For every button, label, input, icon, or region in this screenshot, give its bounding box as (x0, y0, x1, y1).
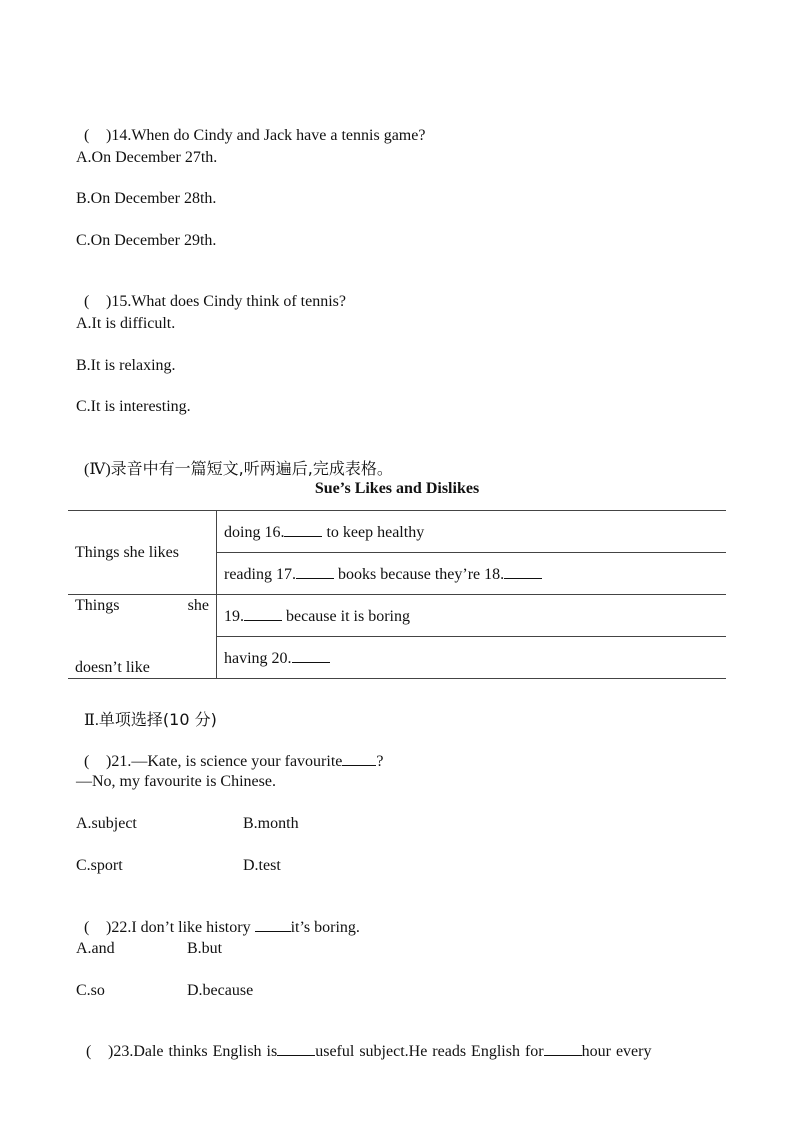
option-c: C.sport (76, 857, 123, 874)
option-c: C.On December 29th. (76, 232, 217, 249)
question-text: )21.—Kate, is science your favourite (106, 753, 343, 770)
table-cell (217, 511, 727, 553)
answer-paren: ( (84, 293, 90, 310)
label-word: she (187, 596, 209, 614)
table-cell (217, 637, 727, 679)
answer-blank[interactable] (277, 1041, 315, 1056)
reply-line: —No, my favourite is Chinese. (76, 773, 276, 790)
answer-blank-19[interactable] (244, 606, 282, 621)
option-b: B.but (187, 940, 223, 957)
question-14 (76, 106, 425, 146)
answer-paren: ( (84, 127, 90, 144)
option-c: C.It is interesting. (76, 398, 191, 415)
question-21 (76, 731, 383, 772)
table-cell (217, 553, 727, 595)
likes-label: Things she likes (75, 543, 179, 561)
option-c: C.so (76, 982, 105, 999)
cell-text: because it is boring (282, 607, 410, 625)
answer-blank[interactable] (255, 917, 291, 932)
answer-blank[interactable] (342, 751, 376, 766)
cell-text: having 20. (224, 649, 292, 667)
dislikes-label-cell (68, 595, 217, 679)
label-word: Things (75, 596, 120, 614)
answer-paren: ( (84, 919, 90, 936)
question-text: it’s boring. (290, 919, 360, 936)
answer-blank-20[interactable] (292, 648, 330, 663)
table-title: Sue’s Likes and Dislikes (314, 480, 480, 497)
option-b: B.On December 28th. (76, 190, 217, 207)
option-d: D.test (243, 857, 281, 874)
answer-blank-18[interactable] (504, 564, 542, 579)
question-text: )22.I don’t like history (106, 919, 255, 936)
question-23 (76, 1021, 651, 1062)
question-text: )14.When do Cindy and Jack have a tennis game? (106, 127, 426, 144)
section-label: Ⅱ. (84, 712, 99, 729)
cell-text: to keep healthy (322, 523, 425, 541)
section-instruction: 录音中有一篇短文,听两遍后,完成表格。 (110, 459, 393, 478)
answer-blank-16[interactable] (284, 522, 322, 537)
cell-text: 19. (224, 607, 244, 625)
question-text: )23.Dale thinks English is (108, 1043, 278, 1060)
question-22 (76, 897, 360, 938)
option-a: A.On December 27th. (76, 149, 218, 166)
question-text: useful subject.He reads English for (315, 1043, 544, 1060)
section-label: (Ⅳ) (84, 461, 111, 478)
option-b: B.It is relaxing. (76, 357, 176, 374)
section-iv-heading (76, 439, 393, 480)
table-row (68, 595, 726, 637)
question-text: hour every (581, 1043, 652, 1060)
likes-label-cell (68, 511, 217, 595)
cell-text: books because they’re 18. (333, 565, 505, 583)
answer-paren: ( (84, 753, 90, 770)
table-cell (217, 595, 727, 637)
question-tail: ? (376, 753, 384, 770)
option-d: D.because (187, 982, 254, 999)
question-text: )15.What does Cindy think of tennis? (106, 293, 346, 310)
table-row (68, 511, 726, 553)
section-ii-heading (76, 690, 217, 731)
likes-table (68, 510, 726, 679)
option-a: A.and (76, 940, 115, 957)
question-15 (76, 272, 346, 312)
section-title: 单项选择 (98, 710, 163, 729)
dislikes-label (75, 597, 209, 677)
option-a: A.It is difficult. (76, 315, 176, 332)
option-a: A.subject (76, 815, 137, 832)
cell-text: doing 16. (224, 523, 285, 541)
cell-text: reading 17. (224, 565, 296, 583)
option-b: B.month (243, 815, 299, 832)
answer-blank-17[interactable] (296, 564, 334, 579)
answer-blank[interactable] (544, 1041, 582, 1056)
label-word: doesn’t like (75, 658, 150, 676)
section-score: (10 分) (162, 710, 217, 729)
answer-paren: ( (86, 1043, 92, 1060)
